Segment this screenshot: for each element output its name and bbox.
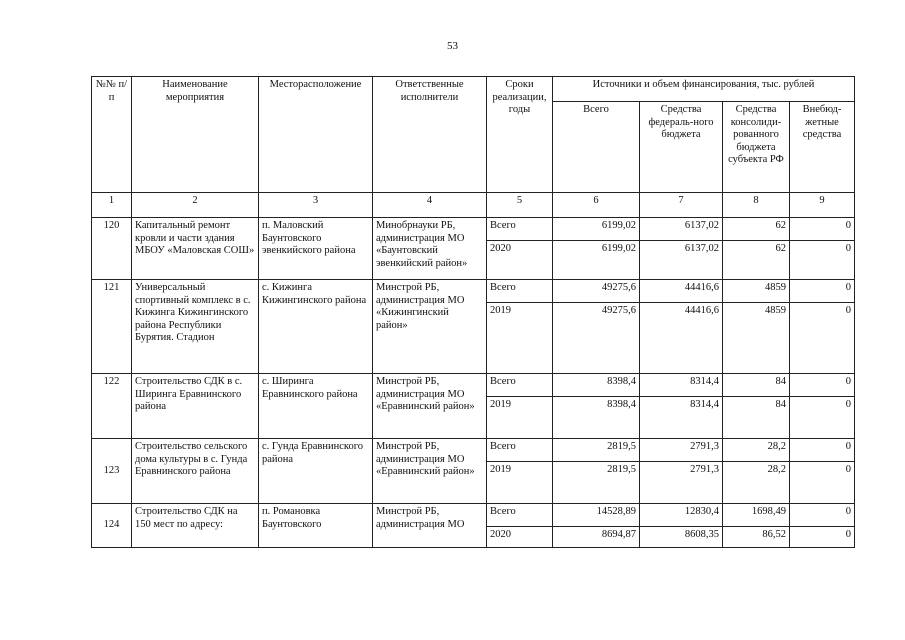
- federal-amount: 2791,3: [640, 439, 723, 462]
- header-location: Месторасположение: [259, 77, 373, 193]
- event-name: Универсальный спортивный комплекс в с. Кижинга Кижингинского района Республики Бурятия. Стадион: [132, 280, 259, 374]
- header-terms: Сроки реализации, годы: [487, 77, 553, 193]
- page-number: 53: [447, 40, 458, 52]
- total-amount: 6199,02: [553, 218, 640, 241]
- federal-amount: 6137,02: [640, 241, 723, 280]
- location: п. Романовка Баунтовского: [259, 504, 373, 548]
- table-row: [92, 218, 855, 241]
- executors: Минстрой РБ, администрация МО «Еравнинский район»: [373, 374, 487, 439]
- period: Всего: [487, 439, 553, 462]
- financing-table: [91, 76, 855, 548]
- period: 2020: [487, 241, 553, 280]
- column-number: 4: [373, 193, 487, 218]
- header-regional: Средства консолиди-рованного бюджета субъекта РФ: [723, 102, 790, 193]
- column-number: 5: [487, 193, 553, 218]
- regional-amount: 1698,49: [723, 504, 790, 527]
- total-amount: 8398,4: [553, 397, 640, 439]
- executors: Минстрой РБ, администрация МО «Еравнинский район»: [373, 439, 487, 504]
- column-number: 3: [259, 193, 373, 218]
- total-amount: 49275,6: [553, 280, 640, 303]
- total-amount: 6199,02: [553, 241, 640, 280]
- table-row: [92, 280, 855, 303]
- column-number: 8: [723, 193, 790, 218]
- extra-budget-amount: 0: [790, 439, 855, 462]
- event-name: Строительство сельского дома культуры в с. Гунда Еравнинского района: [132, 439, 259, 504]
- federal-amount: 2791,3: [640, 462, 723, 504]
- federal-amount: 12830,4: [640, 504, 723, 527]
- header-no: №№ п/п: [92, 77, 132, 193]
- column-number: 6: [553, 193, 640, 218]
- period: Всего: [487, 374, 553, 397]
- header-funding: Источники и объем финансирования, тыс. рублей: [553, 77, 855, 102]
- period: 2019: [487, 397, 553, 439]
- extra-budget-amount: 0: [790, 280, 855, 303]
- federal-amount: 44416,6: [640, 303, 723, 374]
- table-row: [92, 504, 855, 527]
- column-number: 9: [790, 193, 855, 218]
- period: 2020: [487, 527, 553, 548]
- location: п. Маловский Баунтовского эвенкийского района: [259, 218, 373, 280]
- executors: Минстрой РБ, администрация МО «Кижингинский район»: [373, 280, 487, 374]
- total-amount: 49275,6: [553, 303, 640, 374]
- header-name: Наименование мероприятия: [132, 77, 259, 193]
- period: Всего: [487, 218, 553, 241]
- header-extra: Внебюд-жетные средства: [790, 102, 855, 193]
- location: с. Ширинга Еравнинского района: [259, 374, 373, 439]
- table-row: [92, 374, 855, 397]
- executors: Минстрой РБ, администрация МО: [373, 504, 487, 548]
- event-name: Строительство СДК на 150 мест по адресу:: [132, 504, 259, 548]
- extra-budget-amount: 0: [790, 527, 855, 548]
- regional-amount: 62: [723, 241, 790, 280]
- extra-budget-amount: 0: [790, 374, 855, 397]
- extra-budget-amount: 0: [790, 303, 855, 374]
- regional-amount: 28,2: [723, 462, 790, 504]
- column-number: 2: [132, 193, 259, 218]
- event-name: Капитальный ремонт кровли и части здания МБОУ «Маловская СОШ»: [132, 218, 259, 280]
- header-federal: Средства федераль-ного бюджета: [640, 102, 723, 193]
- location: с. Гунда Еравнинского района: [259, 439, 373, 504]
- header-row-top: [92, 77, 855, 102]
- federal-amount: 44416,6: [640, 280, 723, 303]
- regional-amount: 4859: [723, 280, 790, 303]
- period: 2019: [487, 303, 553, 374]
- federal-amount: 8608,35: [640, 527, 723, 548]
- row-number: 124: [92, 504, 132, 548]
- federal-amount: 8314,4: [640, 374, 723, 397]
- extra-budget-amount: 0: [790, 504, 855, 527]
- regional-amount: 28,2: [723, 439, 790, 462]
- extra-budget-amount: 0: [790, 397, 855, 439]
- extra-budget-amount: 0: [790, 218, 855, 241]
- location: с. Кижинга Кижингинского района: [259, 280, 373, 374]
- regional-amount: 84: [723, 397, 790, 439]
- extra-budget-amount: 0: [790, 462, 855, 504]
- column-number: 1: [92, 193, 132, 218]
- header-total: Всего: [553, 102, 640, 193]
- row-number: 120: [92, 218, 132, 280]
- regional-amount: 86,52: [723, 527, 790, 548]
- total-amount: 2819,5: [553, 462, 640, 504]
- row-number: 122: [92, 374, 132, 439]
- total-amount: 14528,89: [553, 504, 640, 527]
- total-amount: 2819,5: [553, 439, 640, 462]
- header-executors: Ответственные исполнители: [373, 77, 487, 193]
- period: 2019: [487, 462, 553, 504]
- total-amount: 8398,4: [553, 374, 640, 397]
- column-number: 7: [640, 193, 723, 218]
- period: Всего: [487, 280, 553, 303]
- regional-amount: 84: [723, 374, 790, 397]
- total-amount: 8694,87: [553, 527, 640, 548]
- extra-budget-amount: 0: [790, 241, 855, 280]
- row-number: 121: [92, 280, 132, 374]
- event-name: Строительство СДК в с. Ширинга Еравнинского района: [132, 374, 259, 439]
- period: Всего: [487, 504, 553, 527]
- table-row: [92, 439, 855, 462]
- executors: Минобрнауки РБ, администрация МО «Баунтовский эвенкийский район»: [373, 218, 487, 280]
- column-numbers-row: [92, 193, 855, 218]
- federal-amount: 6137,02: [640, 218, 723, 241]
- row-number: 123: [92, 439, 132, 504]
- regional-amount: 62: [723, 218, 790, 241]
- federal-amount: 8314,4: [640, 397, 723, 439]
- regional-amount: 4859: [723, 303, 790, 374]
